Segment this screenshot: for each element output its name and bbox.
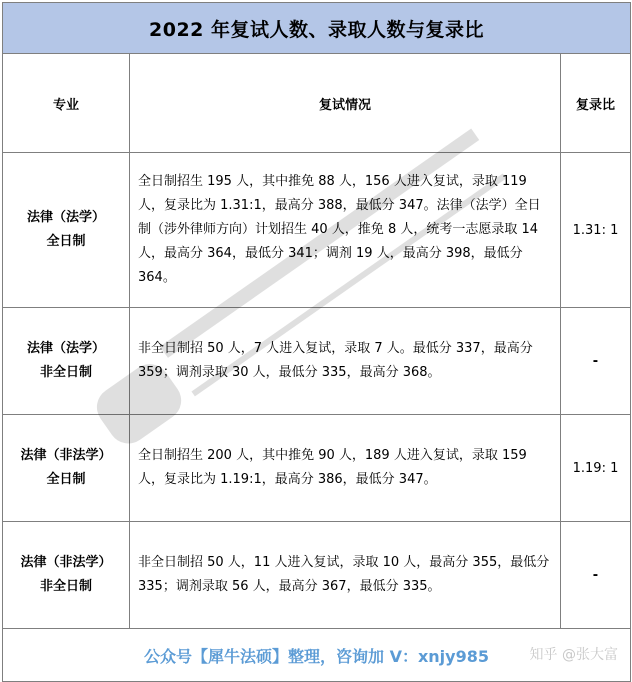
header-major: 专业 <box>3 54 130 153</box>
major-type: 非全日制 <box>39 365 92 380</box>
major-name: 法律（非法学） <box>20 555 112 570</box>
footer-cell <box>3 629 631 682</box>
table-row <box>3 415 631 522</box>
major-type: 非全日制 <box>39 579 92 594</box>
ratio-cell: - <box>561 522 631 629</box>
major-cell <box>3 415 130 522</box>
situation-cell: 非全日制招 50 人，11 人进入复试，录取 10 人，最高分 355，最低分 335；调剂录取 56 人，最高分 367，最低分 335。 <box>130 522 561 629</box>
major-type: 全日制 <box>46 472 86 487</box>
ratio-cell: 1.31: 1 <box>561 153 631 308</box>
table-row <box>3 308 631 415</box>
major-cell <box>3 308 130 415</box>
table-row <box>3 153 631 308</box>
zhihu-watermark: 知乎 @张大富 <box>529 647 618 663</box>
major-name: 法律（法学） <box>26 210 105 225</box>
admission-table <box>2 2 631 682</box>
situation-cell: 全日制招生 195 人，其中推免 88 人，156 人进入复试，录取 119 人，复录比为 1.31:1，最高分 388，最低分 347。法律（法学）全日制（涉外律师方向）计划招生 40 人，推免 8 人，统考一志愿录取 14 人，最高分 364，最低分 341；调剂 19 人，最高分 398，最低分 364。 <box>130 153 561 308</box>
header-ratio: 复录比 <box>561 54 631 153</box>
major-name: 法律（法学） <box>26 341 105 356</box>
footer-text: 公众号【犀牛法硕】整理，咨询加 V：xnjy985 <box>144 646 489 666</box>
major-name: 法律（非法学） <box>20 448 112 463</box>
situation-cell: 全日制招生 200 人，其中推免 90 人，189 人进入复试，录取 159 人，复录比为 1.19:1，最高分 386，最低分 347。 <box>130 415 561 522</box>
major-cell <box>3 522 130 629</box>
table-title: 2022 年复试人数、录取人数与复录比 <box>3 3 631 54</box>
table-row <box>3 522 631 629</box>
major-cell <box>3 153 130 308</box>
header-situation: 复试情况 <box>130 54 561 153</box>
ratio-cell: - <box>561 308 631 415</box>
major-type: 全日制 <box>46 234 86 249</box>
situation-cell: 非全日制招 50 人，7 人进入复试，录取 7 人。最低分 337，最高分 359；调剂录取 30 人，最低分 335，最高分 368。 <box>130 308 561 415</box>
ratio-cell: 1.19: 1 <box>561 415 631 522</box>
